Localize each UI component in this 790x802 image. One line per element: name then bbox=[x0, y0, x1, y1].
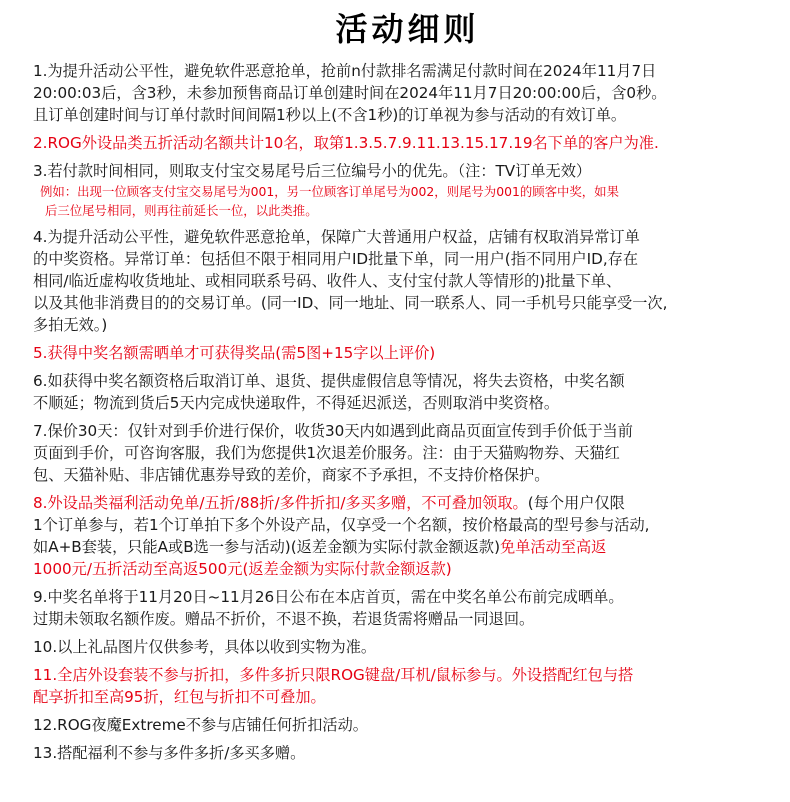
rule-text: 11.全店外设套装不参与折扣，多件多折只限ROG键盘/耳机/鼠标参与。外设搭配红包与搭 bbox=[33, 666, 634, 684]
rule-text: 6.如获得中奖名额资格后取消订单、退货、提供虚假信息等情况，将失去资格，中奖名额 bbox=[33, 372, 625, 390]
rule-text: 9.中奖名单将于11月20日~11月26日公布在本店首页，需在中奖名单公布前完成晒单。 bbox=[33, 588, 624, 606]
rule-text: 例如：出现一位顾客支付宝交易尾号为001，另一位顾客订单尾号为002，则尾号为001的顾客中奖，如果 bbox=[40, 184, 619, 199]
rule-text: 的中奖资格。异常订单：包括但不限于相同用户ID批量下单，同一用户(指不同用户ID,存在 bbox=[33, 250, 639, 268]
rule-line bbox=[33, 420, 782, 442]
rule-item bbox=[33, 664, 782, 708]
rule-line bbox=[33, 201, 782, 220]
rule-line bbox=[33, 160, 782, 182]
rule-text: 相同/临近虚构收货地址、或相同联系号码、收件人、支付宝付款人等情形的)批量下单、 bbox=[33, 272, 622, 290]
rule-item bbox=[33, 370, 782, 414]
rule-line bbox=[33, 464, 782, 486]
rule-text: 2.ROG外设品类五折活动名额共计10名，取第1.3.5.7.9.11.13.15.17.19名下单的客户为准. bbox=[33, 134, 659, 152]
rule-item bbox=[33, 60, 782, 126]
rule-text: 以及其他非消费目的的交易订单。(同一ID、同一地址、同一联系人、同一手机号只能享受一次, bbox=[33, 294, 668, 312]
rule-line bbox=[33, 492, 782, 514]
rule-text: 多拍无效。) bbox=[33, 316, 108, 334]
rule-text: 后三位尾号相同，则再往前延长一位，以此类推。 bbox=[45, 203, 318, 218]
rule-item bbox=[33, 160, 782, 220]
rule-text: 免单活动至高返 bbox=[500, 538, 607, 556]
rule-line bbox=[33, 664, 782, 686]
rule-line bbox=[33, 536, 782, 558]
rule-line bbox=[33, 270, 782, 292]
rule-item bbox=[33, 742, 782, 764]
rule-line bbox=[33, 442, 782, 464]
rule-text: 13.搭配福利不参与多件多折/多买多赠。 bbox=[33, 744, 306, 762]
rule-text: 如A+B套装，只能A或B选一参与活动)(返差金额为实际付款金额返款) bbox=[33, 538, 500, 556]
rule-text: 1个订单参与，若1个订单拍下多个外设产品，仅享受一个名额，按价格最高的型号参与活动, bbox=[33, 516, 650, 534]
rule-text: 3.若付款时间相同，则取支付宝交易尾号后三位编号小的优先。（注：TV订单无效） bbox=[33, 162, 592, 180]
rule-text: 5.获得中奖名额需晒单才可获得奖品(需5图+15字以上评价) bbox=[33, 344, 436, 362]
rule-line bbox=[33, 558, 782, 580]
rule-line bbox=[33, 714, 782, 736]
rule-text: 7.保价30天：仅针对到手价进行保价，收货30天内如遇到此商品页面宣传到手价低于当前 bbox=[33, 422, 633, 440]
rule-line bbox=[33, 636, 782, 658]
rule-item bbox=[33, 586, 782, 630]
rule-line bbox=[33, 314, 782, 336]
rule-text: 10.以上礼品图片仅供参考，具体以收到实物为准。 bbox=[33, 638, 377, 656]
rule-text: 过期未领取名额作废。赠品不折价，不退不换，若退货需将赠品一同退回。 bbox=[33, 610, 535, 628]
rule-line bbox=[33, 292, 782, 314]
rule-line bbox=[33, 608, 782, 630]
rule-text: 20:00:03后，含3秒，未参加预售商品订单创建时间在2024年11月7日20:00:00后，含0秒。 bbox=[33, 84, 667, 102]
rule-item bbox=[33, 226, 782, 336]
rule-line bbox=[33, 248, 782, 270]
rule-line bbox=[33, 60, 782, 82]
rule-text: 包、天猫补贴、非店铺优惠券导致的差价，商家不予承担，不支持价格保护。 bbox=[33, 466, 550, 484]
rule-text: 1.为提升活动公平性，避免软件恶意抢单，抢前n付款排名需满足付款时间在2024年11月7日 bbox=[33, 62, 657, 80]
rule-item bbox=[33, 636, 782, 658]
rule-line bbox=[33, 82, 782, 104]
rule-text: 且订单创建时间与订单付款时间间隔1秒以上(不含1秒)的订单视为参与活动的有效订单。 bbox=[33, 106, 627, 124]
rule-item bbox=[33, 132, 782, 154]
rule-line bbox=[33, 392, 782, 414]
rule-line bbox=[33, 514, 782, 536]
rule-text: 1000元/五折活动至高返500元(返差金额为实际付款金额返款) bbox=[33, 560, 452, 578]
rule-line bbox=[33, 586, 782, 608]
rule-item bbox=[33, 714, 782, 736]
rule-line bbox=[33, 132, 782, 154]
rules-list bbox=[33, 60, 782, 764]
rule-line bbox=[33, 686, 782, 708]
rule-text: 8.外设品类福利活动免单/五折/88折/多件折扣/多买多赠，不可叠加领取。 bbox=[33, 494, 528, 512]
rule-text: (每个用户仅限 bbox=[527, 494, 625, 512]
rule-text: 页面到手价，可咨询客服，我们为您提供1次退差价服务。注：由于天猫购物券、天猫红 bbox=[33, 444, 620, 462]
rule-item bbox=[33, 492, 782, 580]
rule-text: 12.ROG夜魔Extreme不参与店铺任何折扣活动。 bbox=[33, 716, 368, 734]
rule-item bbox=[33, 342, 782, 364]
rule-text: 不顺延；物流到货后5天内完成快递取件，不得延迟派送，否则取消中奖资格。 bbox=[33, 394, 560, 412]
rule-item bbox=[33, 420, 782, 486]
rule-text: 配享折扣至高95折，红包与折扣不可叠加。 bbox=[33, 688, 326, 706]
page-title: 活动细则 bbox=[335, 10, 480, 48]
rule-line bbox=[33, 182, 782, 201]
rule-line bbox=[33, 226, 782, 248]
rule-line bbox=[33, 742, 782, 764]
rule-line bbox=[33, 370, 782, 392]
rule-line bbox=[33, 104, 782, 126]
rule-text: 4.为提升活动公平性，避免软件恶意抢单，保障广大普通用户权益，店铺有权取消异常订单 bbox=[33, 228, 640, 246]
rule-line bbox=[33, 342, 782, 364]
